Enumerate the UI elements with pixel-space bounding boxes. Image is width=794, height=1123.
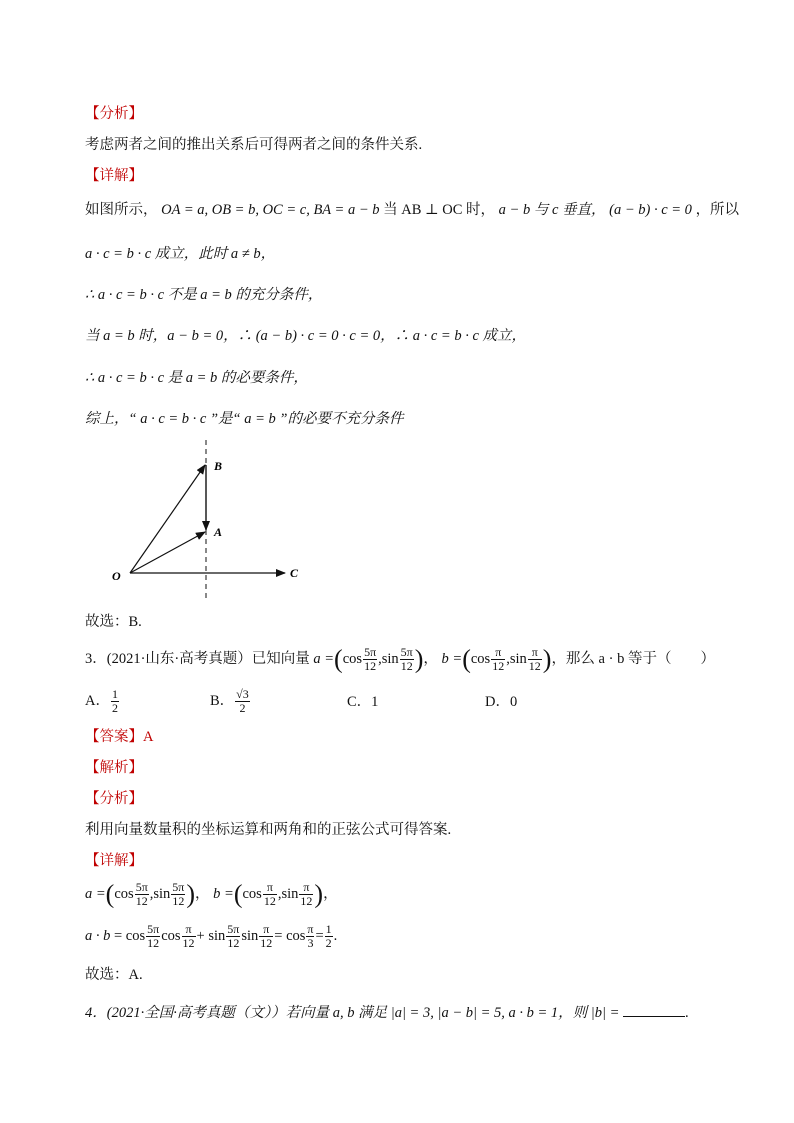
calc-eq2: = cos bbox=[274, 928, 306, 944]
q3-b-label: b = bbox=[441, 651, 463, 667]
q3-num-2: π bbox=[491, 646, 505, 660]
q3-num-b: 5π bbox=[400, 645, 413, 660]
vector-OB bbox=[130, 465, 205, 573]
detail2-vectors: a =(cos $\frac{5\pi}{12}$ ,sin $\frac{5\pi}{12}$ )， b =(cos $\frac{\pi}{12}$ ,sin $\frac{\pi}{12}$ )， bbox=[85, 879, 338, 909]
calc-d1: 12 bbox=[147, 936, 160, 951]
detail1-line6: 综上，“ a · c = b · c ”是“ a = b ”的必要不充分条件 bbox=[85, 411, 404, 427]
q3-num-2b: π bbox=[528, 646, 542, 660]
jiexi-tag: 【解析】 bbox=[85, 760, 143, 776]
answer-tag: 【答案】 bbox=[85, 729, 143, 745]
calc-sin-mid: sin bbox=[241, 928, 259, 944]
option-D[interactable] bbox=[485, 691, 517, 713]
detail1-line1-when: 当 AB ⊥ OC 时， bbox=[383, 202, 496, 218]
option-B-num: √3 bbox=[236, 687, 249, 701]
question-3: 3．(2021·山东·高考真题）已知向量 a =(cos $\frac{5\pi}{12}$ ,sin $\frac{5\pi}{12}$ )， b =(cos $\frac{\pi}{12}$ ,sin $\frac{\pi}{12}$ )，那么 a · b 等于（ ） bbox=[85, 644, 715, 674]
calc-n6: 1 bbox=[325, 922, 332, 937]
option-A-den: 2 bbox=[111, 701, 118, 715]
q3-den-b: 12 bbox=[400, 659, 413, 674]
calc-n2: π bbox=[182, 923, 196, 937]
q3-den: 12 bbox=[364, 659, 377, 674]
calc-cos-mid: cos bbox=[161, 928, 181, 944]
q4-end: . bbox=[685, 1005, 689, 1021]
option-B-letter: B． bbox=[210, 692, 235, 709]
detail2-b-label: b = bbox=[213, 886, 234, 902]
option-A[interactable] bbox=[85, 688, 120, 715]
analysis-tag-1: 【分析】 bbox=[85, 106, 143, 122]
option-C-letter: C． bbox=[347, 694, 372, 710]
detail1-line1-dot: (a − b) · c = 0 bbox=[609, 202, 692, 218]
calc-n3: 5π bbox=[227, 922, 240, 937]
detail2-den: 12 bbox=[135, 894, 148, 909]
detail1-line2: a · c = b · c 成立，此时 a ≠ b， bbox=[85, 246, 276, 262]
option-D-letter: D． bbox=[485, 694, 510, 710]
detail2-cos: cos bbox=[114, 886, 134, 902]
answer-row bbox=[85, 726, 153, 748]
option-A-letter: A． bbox=[85, 692, 110, 709]
q3-stem-suffix: ，那么 a · b 等于（ ） bbox=[551, 651, 715, 667]
option-B-den: 2 bbox=[239, 701, 246, 715]
detail2-num: 5π bbox=[135, 880, 148, 895]
detail2-num-2: π bbox=[263, 881, 277, 895]
option-A-num: 1 bbox=[111, 687, 118, 701]
analysis-text-2: 利用向量数量积的坐标运算和两角和的正弦公式可得答案. bbox=[85, 822, 452, 838]
detail1-line1-so: ，所以 bbox=[695, 202, 740, 218]
q3-sin: sin bbox=[381, 651, 399, 667]
detail2-den-b: 12 bbox=[172, 894, 185, 909]
calc-n4: π bbox=[259, 923, 273, 937]
answer-2: 故选：A. bbox=[85, 967, 143, 983]
detail2-sin: sin bbox=[153, 886, 171, 902]
q3-stem-prefix: 3．(2021·山东·高考真题）已知向量 bbox=[85, 651, 310, 667]
q3-cos: cos bbox=[342, 651, 363, 667]
detail2-cos-2: cos bbox=[242, 886, 262, 902]
calc-d3: 12 bbox=[227, 936, 240, 951]
calc-d6: 2 bbox=[325, 936, 332, 951]
q3-den-2: 12 bbox=[492, 659, 505, 674]
calc-eq: = cos bbox=[114, 928, 146, 944]
label-B: B bbox=[214, 459, 223, 473]
calc-d5: 3 bbox=[307, 936, 314, 951]
calc-eq3: = bbox=[315, 928, 324, 944]
analysis-tag-2: 【分析】 bbox=[85, 791, 143, 807]
calc-n1: 5π bbox=[147, 922, 160, 937]
analysis-text-1: 考虑两者之间的推出关系后可得两者之间的条件关系. bbox=[85, 137, 423, 153]
detail1-line4: 当 a = b 时，a − b = 0，∴ (a − b) · c = 0 · c = 0，∴ a · c = b · c 成立， bbox=[85, 328, 527, 344]
q3-sin-2: sin bbox=[509, 651, 527, 667]
label-C: C bbox=[290, 566, 299, 580]
q3-num: 5π bbox=[364, 645, 377, 660]
label-A: A bbox=[214, 525, 223, 539]
detail1-line1-math: OA = a, OB = b, OC = c, BA = a − b bbox=[161, 202, 380, 218]
calc-plus: + sin bbox=[196, 928, 226, 944]
answer-1: 故选：B. bbox=[85, 614, 142, 630]
detail2-num-2b: π bbox=[299, 881, 313, 895]
calc-d2: 12 bbox=[182, 936, 195, 951]
detail1-line1 bbox=[85, 199, 739, 221]
detail2-num-b: 5π bbox=[172, 880, 185, 895]
detail2-a-label: a = bbox=[85, 886, 106, 902]
q3-cos-2: cos bbox=[470, 651, 491, 667]
detail1-line3: ∴ a · c = b · c 不是 a = b 的充分条件， bbox=[85, 287, 323, 303]
q3-a-label: a = bbox=[313, 651, 335, 667]
vector-OA bbox=[130, 532, 205, 573]
detail1-line5: ∴ a · c = b · c 是 a = b 的必要条件， bbox=[85, 370, 308, 386]
label-O: O bbox=[112, 569, 121, 583]
calc-n5: π bbox=[307, 922, 314, 937]
detail1-line1-intro: 如图所示， bbox=[85, 202, 158, 218]
detail2-den-2: 12 bbox=[263, 894, 276, 909]
detail2-sin-2: sin bbox=[281, 886, 299, 902]
detail2-calc: a · b = cos $\frac{5\pi}{12}$ cos $\frac{\pi}{12}$ + sin $\frac{5\pi}{12}$ sin $\frac{\pi}{12}$ = cos $\frac{\pi}{3}$ = $\frac{1}{2}$ . bbox=[85, 922, 338, 951]
detail-tag-2: 【详解】 bbox=[85, 853, 143, 869]
detail1-line1-perp: a − b 与 c 垂直， bbox=[498, 202, 606, 218]
option-C-value: 1 bbox=[371, 694, 379, 710]
q3-den-2b: 12 bbox=[528, 659, 541, 674]
detail-tag-1: 【详解】 bbox=[85, 168, 143, 184]
calc-d4: 12 bbox=[260, 936, 273, 951]
detail2-den-2b: 12 bbox=[300, 894, 313, 909]
q4-stem: 4．(2021·全国·高考真题（文））若向量 a, b 满足 |a| = 3, |a − b| = 5, a · b = 1，则 |b| = bbox=[85, 1005, 620, 1021]
answer-value: A bbox=[143, 729, 154, 745]
option-B[interactable] bbox=[210, 688, 251, 715]
option-C[interactable] bbox=[347, 691, 378, 713]
option-D-value: 0 bbox=[509, 694, 518, 710]
q4-answer-blank[interactable] bbox=[623, 1002, 685, 1017]
question-4 bbox=[85, 1002, 689, 1024]
vector-figure bbox=[100, 440, 320, 600]
q3-options bbox=[85, 688, 685, 718]
